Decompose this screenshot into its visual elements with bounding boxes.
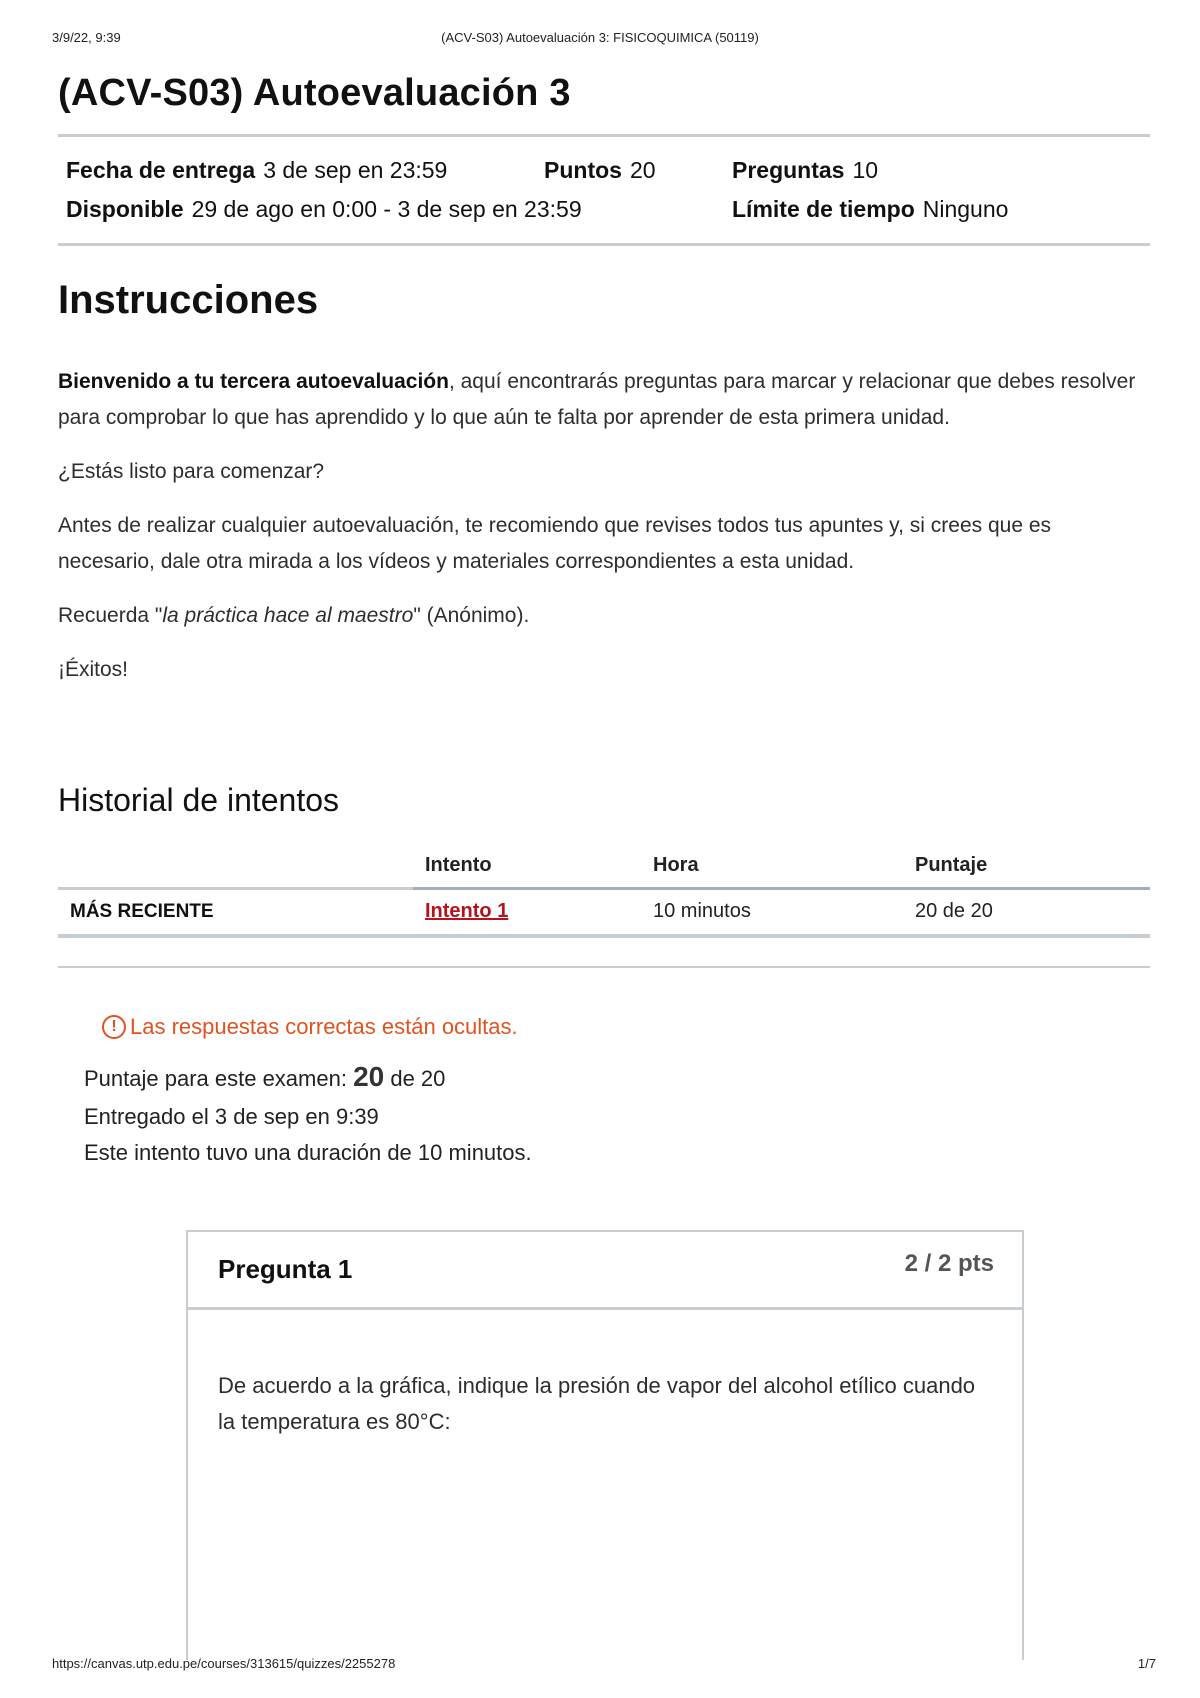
availability-label: Disponible bbox=[66, 196, 184, 222]
due-date bbox=[66, 151, 544, 190]
score-value: 20 bbox=[353, 1061, 385, 1092]
question-body bbox=[188, 1310, 1022, 1440]
print-header bbox=[0, 30, 1200, 50]
instructions-paragraph: ¿Estás listo para comenzar? bbox=[58, 460, 325, 483]
availability bbox=[66, 190, 732, 229]
points-value: 20 bbox=[629, 157, 656, 183]
attempt-link[interactable]: Intento 1 bbox=[425, 900, 509, 923]
duration-line: Este intento tuvo una duración de 10 minutos. bbox=[84, 1140, 532, 1165]
alert-text: Las respuestas correctas están ocultas. bbox=[130, 1014, 518, 1039]
print-url: https://canvas.utp.edu.pe/courses/313615/quizzes/2255278 bbox=[52, 1656, 396, 1671]
warning-icon: ! bbox=[102, 1015, 126, 1039]
instructions-paragraph bbox=[58, 598, 1150, 634]
score-suffix: de 20 bbox=[384, 1066, 446, 1091]
divider bbox=[58, 243, 1150, 246]
question-title: Pregunta 1 bbox=[218, 1254, 353, 1284]
time-limit-label: Límite de tiempo bbox=[732, 196, 915, 222]
question-points: 2 / 2 pts bbox=[904, 1250, 994, 1277]
question-card bbox=[186, 1230, 1024, 1660]
questions-label: Preguntas bbox=[732, 157, 845, 183]
question-header bbox=[188, 1232, 1022, 1310]
attempt-history-table bbox=[58, 848, 1150, 938]
hidden-answers-alert bbox=[102, 1014, 1150, 1040]
attempt-score: 20 de 20 bbox=[903, 888, 1150, 936]
question-text: De acuerdo a la gráfica, indique la presión de vapor del alcohol etílico cuando la temperatura es 80°C: bbox=[218, 1373, 976, 1434]
quote-prefix: Recuerda " bbox=[58, 604, 163, 627]
due-date-label: Fecha de entrega bbox=[66, 157, 256, 183]
time-limit bbox=[732, 190, 1008, 229]
welcome-bold: Bienvenido a tu tercera autoevaluación bbox=[58, 370, 449, 393]
availability-value: 29 de ago en 0:00 - 3 de sep en 23:59 bbox=[191, 196, 582, 222]
quote-italic: la práctica hace al maestro bbox=[162, 604, 414, 627]
attempt-summary bbox=[84, 1058, 1150, 1170]
history-title: Historial de intentos bbox=[58, 782, 340, 818]
attempt-time: 10 minutos bbox=[641, 888, 903, 936]
instructions-title: Instrucciones bbox=[58, 278, 319, 322]
print-date: 3/9/22, 9:39 bbox=[52, 30, 121, 45]
submitted-line: Entregado el 3 de sep en 9:39 bbox=[84, 1104, 379, 1129]
attempt-cell bbox=[413, 888, 641, 936]
table-header-row bbox=[58, 848, 1150, 888]
time-limit-value: Ninguno bbox=[922, 196, 1009, 222]
column-header-puntaje: Puntaje bbox=[903, 848, 1150, 888]
questions-count bbox=[732, 151, 878, 190]
questions-value: 10 bbox=[852, 157, 879, 183]
score-line bbox=[84, 1058, 1150, 1098]
table-row bbox=[58, 888, 1150, 936]
instructions-paragraph: Antes de realizar cualquier autoevaluación, te recomiendo que revises todos tus apuntes y, si crees que es necesario, dale otra mirada a los vídeos y materiales correspondientes a esta unidad. bbox=[58, 514, 1052, 573]
column-header-hora: Hora bbox=[641, 848, 903, 888]
details-row-1 bbox=[66, 151, 1150, 190]
welcome-text: , aquí encontrarás preguntas para marcar y relacionar que debes resolver para comprobar lo que has aprendido y lo que aún te falta por aprender de esta primera unidad. bbox=[58, 370, 1136, 429]
points bbox=[544, 151, 732, 190]
quote-suffix: " (Anónimo). bbox=[413, 604, 530, 627]
page-title: (ACV-S03) Autoevaluación 3 bbox=[58, 72, 571, 114]
details-row-2 bbox=[66, 190, 1150, 229]
column-header-intento: Intento bbox=[413, 848, 641, 888]
score-prefix: Puntaje para este examen: bbox=[84, 1066, 354, 1091]
due-date-value: 3 de sep en 23:59 bbox=[263, 157, 448, 183]
quiz-content bbox=[58, 64, 1150, 1170]
page-number: 1/7 bbox=[1137, 1656, 1156, 1671]
points-label: Puntos bbox=[544, 157, 622, 183]
quiz-details bbox=[58, 137, 1150, 243]
instructions-paragraph: ¡Éxitos! bbox=[58, 658, 129, 681]
print-footer bbox=[0, 1656, 1200, 1676]
attempt-label: MÁS RECIENTE bbox=[58, 888, 413, 936]
instructions-body bbox=[58, 364, 1150, 688]
print-doc-title: (ACV-S03) Autoevaluación 3: FISICOQUIMICA (50119) bbox=[441, 30, 759, 45]
column-header bbox=[58, 848, 413, 888]
divider bbox=[58, 966, 1150, 968]
instructions-paragraph bbox=[58, 364, 1150, 436]
